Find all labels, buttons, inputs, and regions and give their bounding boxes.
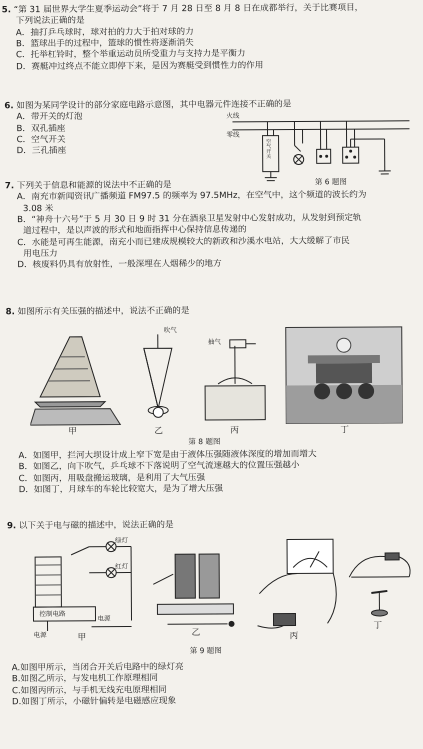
figure-caption-8: 第 8 题图 <box>188 437 220 447</box>
question-number: 5. <box>2 5 11 15</box>
option-b: B．篮球出手的过程中，篮球的惯性将逐渐消失 <box>0 37 421 51</box>
option-d: D．赛艇冲过终点不能立即停下来，是因为赛艇受到惯性力的作用 <box>0 59 421 73</box>
suction-cup-illustration <box>205 340 265 420</box>
option-d: D.如图丁所示，小磁针偏转是电磁感应现象 <box>2 695 423 709</box>
option-c: C．如图丙，用吸盘搬运玻璃，是利用了大气压强 <box>1 471 423 485</box>
label-ding: 丁 <box>374 621 383 632</box>
option-c: C．空气开关 <box>0 133 422 147</box>
induction-apparatus <box>257 539 336 628</box>
question-number: 6. <box>4 101 13 111</box>
question-9-options <box>2 661 423 709</box>
label-jia: 甲 <box>78 633 87 644</box>
option-c: C．水能是可再生能源，南充小而已建成规模较大的新政和沙溪水电站，大大缓解了市民 <box>0 235 422 249</box>
label-jia: 甲 <box>68 427 77 438</box>
label-red-light: 红灯 <box>115 563 128 572</box>
option-d: D．三孔插座 <box>0 144 422 158</box>
question-text: “第 31 届世界大学生夏季运动会”将于 7 月 28 日至 8 月 8 日在成都举行，关于比赛项目， <box>14 3 364 15</box>
label-pump: 抽气 <box>208 338 221 347</box>
funnel-ball-illustration <box>144 334 173 417</box>
option-c-cont: 用电压力 <box>0 247 422 261</box>
question-text: 如图为某同学设计的部分家庭电路示意图，其中电器元件连接不正确的是 <box>16 100 291 112</box>
question-text: 下列关于信息和能源的说法中不正确的是 <box>17 180 172 191</box>
label-yi: 乙 <box>192 628 201 639</box>
option-b: B.如图乙所示，与发电机工作原理相同 <box>2 672 423 686</box>
label-yi: 乙 <box>154 426 163 437</box>
label-live-wire: 火线 <box>226 112 239 121</box>
label-ding: 丁 <box>340 425 349 436</box>
figure-caption-9: 第 9 题图 <box>190 646 222 656</box>
label-breaker: 空气开关 <box>265 139 272 159</box>
option-b: B．双孔插座 <box>0 121 422 135</box>
option-a: A．带开关的灯泡 <box>0 110 421 124</box>
label-power-1: 电源 <box>34 631 47 640</box>
option-a: A.如图甲所示，当闭合开关后电路中的绿灯亮 <box>2 661 423 675</box>
motor-apparatus <box>153 554 234 627</box>
option-d: D．如图丁，月球车的车轮比较宽大，是为了增大压强 <box>1 483 423 497</box>
electromagnetism-figures <box>27 533 414 645</box>
option-d: D．核废料仍具有放射性，一般深埋在人烟稀少的地方 <box>0 258 422 272</box>
option-a-cont: 3.08 米 <box>0 201 422 215</box>
label-green-light: 绿灯 <box>115 537 128 546</box>
figure-q8 <box>30 325 411 437</box>
question-7 <box>0 179 422 272</box>
figure-caption-6: 第 6 题图 <box>315 177 347 187</box>
question-number: 9. <box>7 521 16 531</box>
label-blow: 吹气 <box>164 326 177 335</box>
dam-illustration <box>30 337 121 426</box>
question-9-stem <box>1 519 423 533</box>
option-b-cont: 道过程中，是以声波的形式和地面指挥中心保持信息传递的 <box>0 224 422 238</box>
question-8-stem <box>0 305 423 319</box>
question-5 <box>0 3 421 74</box>
option-b: B．“神舟十六号”于 5 月 30 日 9 时 31 分在酒泉卫星发射中心发射成功，从发射到预定轨 <box>0 213 422 227</box>
question-number: 7. <box>5 181 14 191</box>
option-b: B．如图乙，向下吹气，乒乓球不下落说明了空气流速越大的位置压强越小 <box>1 460 423 474</box>
oersted-apparatus <box>349 553 410 616</box>
label-bing: 丙 <box>230 426 239 437</box>
question-text: 以下关于电与磁的描述中，说法正确的是 <box>19 520 174 531</box>
question-number: 8. <box>6 307 15 317</box>
question-text: 如图所示有关压强的描述中，说法不正确的是 <box>18 306 190 317</box>
option-c: C．托举杠铃时，整个举重运动员所受重力与支持力是平衡力 <box>0 48 421 62</box>
label-control-circuit: 控制电路 <box>39 610 65 619</box>
label-bing: 丙 <box>290 631 299 642</box>
label-neutral-wire: 零线 <box>227 131 240 140</box>
figure-q9 <box>27 533 414 645</box>
option-c: C.如图丙所示，与手机无线充电原理相同 <box>2 683 423 697</box>
label-power-2: 电源 <box>97 615 110 624</box>
question-9 <box>1 519 423 533</box>
question-8 <box>0 305 423 319</box>
option-a: A．抽打乒乓球时，球对拍的力大于拍对球的力 <box>0 25 421 39</box>
question-8-options <box>0 449 423 497</box>
lunar-rover-photo <box>286 327 403 424</box>
question-text: 下列说法正确的是 <box>0 14 421 28</box>
option-a: A．如图甲，拦河大坝设计成上窄下宽是由于液体压强随液体深度的增加而增大 <box>0 449 423 463</box>
option-a: A．南充市新闻资讯广播频道 FM97.5 的频率为 97.5MHz，在空气中，这个频道的波长约为 <box>0 190 422 204</box>
